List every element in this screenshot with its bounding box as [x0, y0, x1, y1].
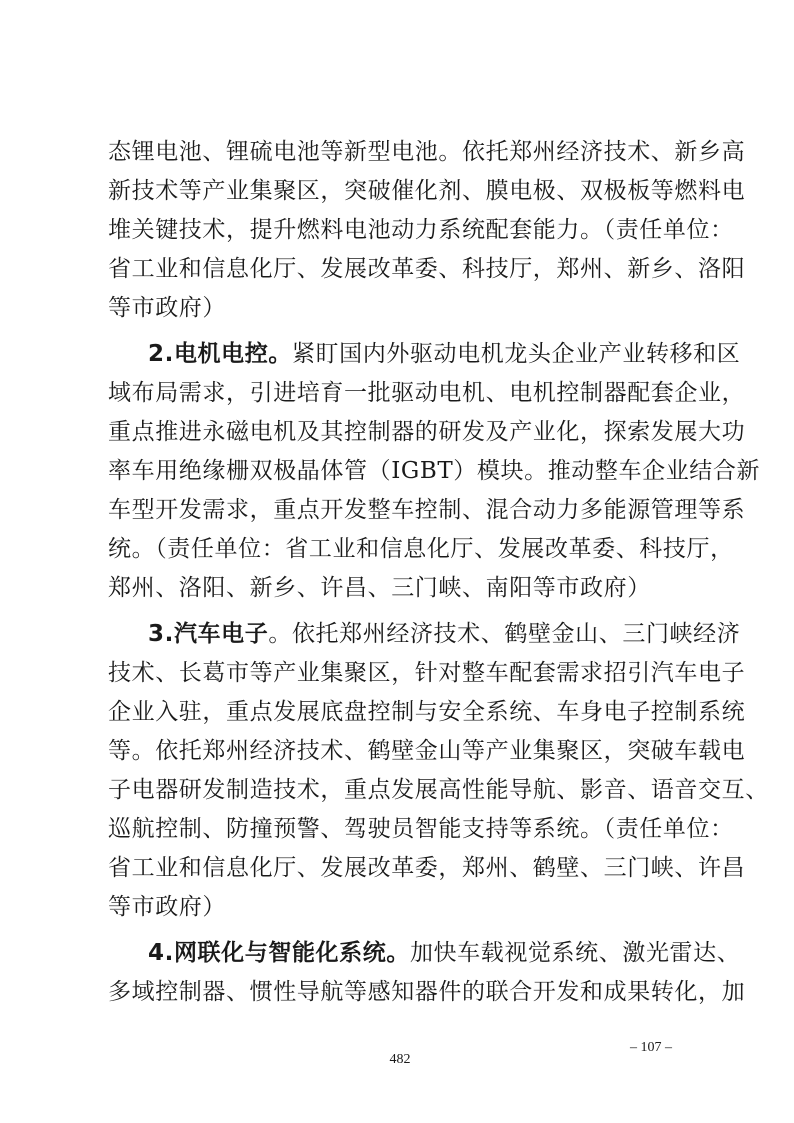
- text-line: 郑州、洛阳、新乡、许昌、三门峡、南阳等市政府）: [108, 575, 651, 601]
- section-4-first-line: [148, 935, 741, 971]
- text-line: 省工业和信息化厅、发展改革委，郑州、鹤壁、三门峡、许昌: [108, 855, 746, 881]
- text-line: 域布局需求，引进培育一批驱动电机、电机控制器配套企业，: [108, 380, 746, 406]
- section-4-heading: 4.网联化与智能化系统。: [148, 940, 410, 966]
- text-line: 子电器研发制造技术，重点发展高性能导航、影音、语音交互、: [108, 777, 769, 803]
- text-line: 等。依托郑州经济技术、鹤壁金山等产业集聚区，突破车载电: [108, 738, 746, 764]
- section-2-first-line: [148, 336, 741, 372]
- text-line: 率车用绝缘栅双极晶体管（IGBT）模块。推动整车企业结合新: [108, 458, 761, 484]
- text-line: 等市政府）: [108, 295, 226, 321]
- text-line: 新技术等产业集聚区，突破催化剂、膜电极、双极板等燃料电: [108, 178, 746, 204]
- text-line: 堆关键技术，提升燃料电池动力系统配套能力。（责任单位：: [108, 217, 734, 243]
- text-line: 企业入驻，重点发展底盘控制与安全系统、车身电子控制系统: [108, 699, 746, 725]
- text-line: 巡航控制、防撞预警、驾驶员智能支持等系统。（责任单位：: [108, 816, 734, 842]
- page-number: 482: [389, 1052, 411, 1067]
- text-line: 技术、长葛市等产业集聚区，针对整车配套需求招引汽车电子: [108, 660, 746, 686]
- section-3-first-line: [148, 616, 741, 652]
- text-line: 车型开发需求，重点开发整车控制、混合动力多能源管理等系: [108, 497, 746, 523]
- section-4-first-text: 加快车载视觉系统、激光雷达、: [409, 940, 741, 966]
- section-3-first-text: 。依托郑州经济技术、鹤壁金山、三门峡经济: [268, 621, 741, 647]
- section-3-heading: 3.汽车电子: [148, 621, 269, 647]
- text-line: 多域控制器、惯性导航等感知器件的联合开发和成果转化，加: [108, 979, 746, 1005]
- text-line: 重点推进永磁电机及其控制器的研发及产业化，探索发展大功: [108, 419, 746, 445]
- section-2-heading: 2.电机电控。: [148, 341, 292, 367]
- text-line: 态锂电池、锂硫电池等新型电池。依托郑州经济技术、新乡高: [108, 139, 746, 165]
- text-line: 统。（责任单位：省工业和信息化厅、发展改革委、科技厅，: [108, 536, 734, 562]
- section-2-first-text: 紧盯国内外驱动电机龙头企业产业转移和区: [291, 341, 741, 367]
- page-label: – 107 –: [630, 1040, 672, 1055]
- text-line: 等市政府）: [108, 894, 226, 920]
- text-line: 省工业和信息化厅、发展改革委、科技厅，郑州、新乡、洛阳: [108, 256, 746, 282]
